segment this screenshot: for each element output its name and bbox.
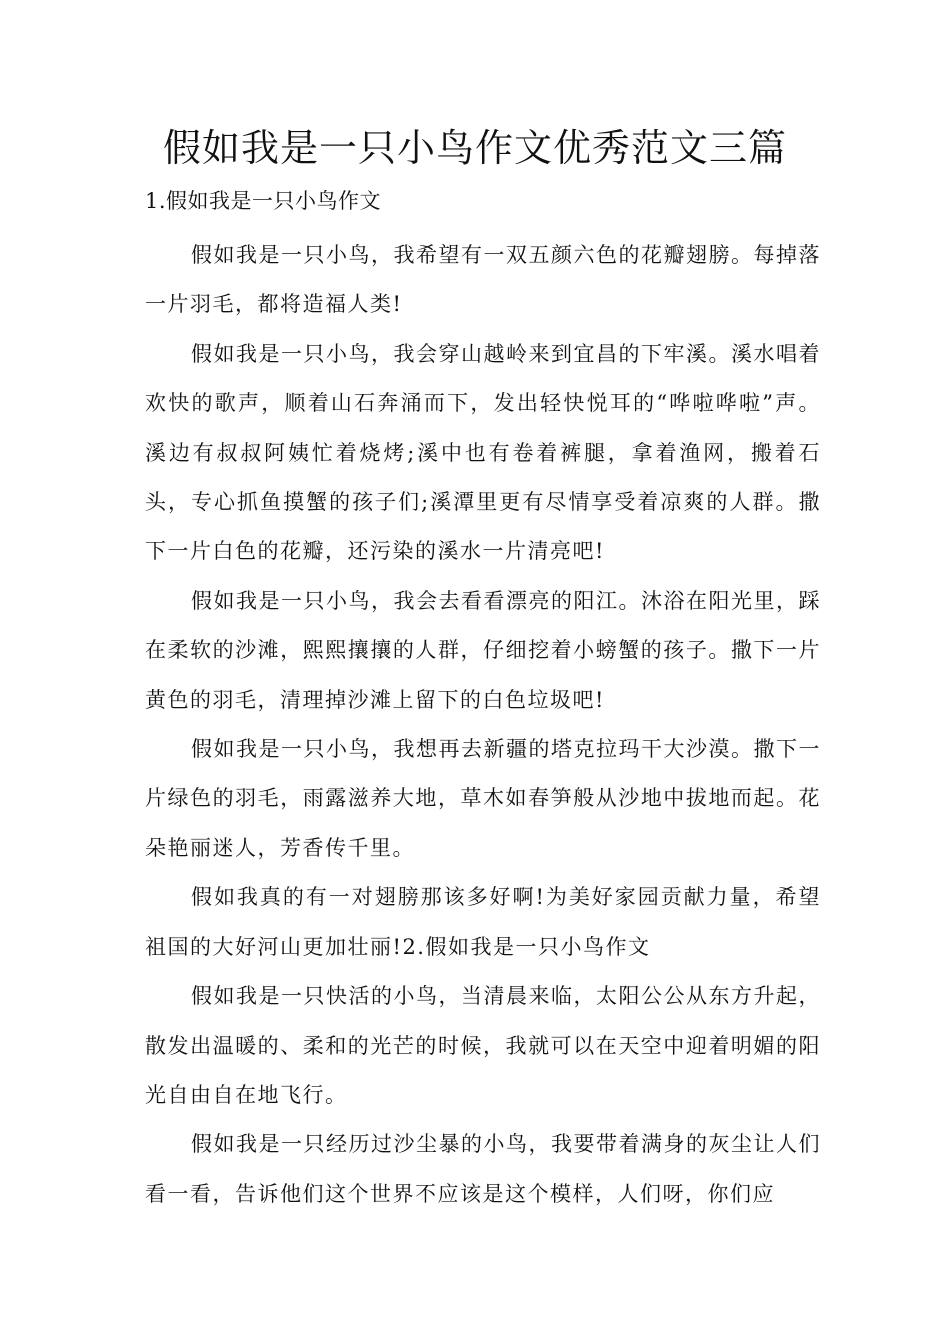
section-heading: 1.假如我是一只小鸟作文 (145, 189, 382, 213)
document-title: 假如我是一只小鸟作文优秀范文三篇 (162, 126, 787, 170)
document-body (145, 181, 821, 1219)
paragraph: 假如我是一只小鸟，我想再去新疆的塔克拉玛干大沙漠。撒下一片绿色的羽毛，雨露滋养大地，草木如春笋般从沙地中拔地而起。花朵艳丽迷人，芳香传千里。 (145, 737, 821, 860)
paragraph: 假如我是一只小鸟，我会去看看漂亮的阳江。沐浴在阳光里，踩在柔软的沙滩，熙熙攘攘的人群，仔细挖着小螃蟹的孩子。撒下一片黄色的羽毛，清理掉沙滩上留下的白色垃圾吧! (145, 588, 821, 712)
paragraph: 假如我是一只小鸟，我会穿山越岭来到宜昌的下牢溪。溪水唱着欢快的歌声，顺着山石奔涌而下，发出轻快悦耳的“哗啦哗啦”声。溪边有叔叔阿姨忙着烧烤;溪中也有卷着裤腿，拿着渔网，搬着石头，专心抓鱼摸蟹的孩子们;溪潭里更有尽情享受着凉爽的人群。撒下一片白色的花瓣，还污染的溪水一片清亮吧! (145, 341, 821, 564)
paragraph: 假如我是一只快活的小鸟，当清晨来临，太阳公公从东方升起，散发出温暖的、柔和的光芒的时候，我就可以在天空中迎着明媚的阳光自由自在地飞行。 (145, 984, 821, 1107)
paragraph: 假如我是一只小鸟，我希望有一双五颜六色的花瓣翅膀。每掉落一片羽毛，都将造福人类! (145, 243, 821, 317)
paragraph: 假如我真的有一对翅膀那该多好啊!为美好家园贡献力量，希望祖国的大好河山更加壮丽!2.假如我是一只小鸟作文 (145, 885, 821, 959)
paragraph: 假如我是一只经历过沙尘暴的小鸟，我要带着满身的灰尘让人们看一看，告诉他们这个世界不应该是这个模样，人们呀，你们应 (145, 1132, 821, 1206)
